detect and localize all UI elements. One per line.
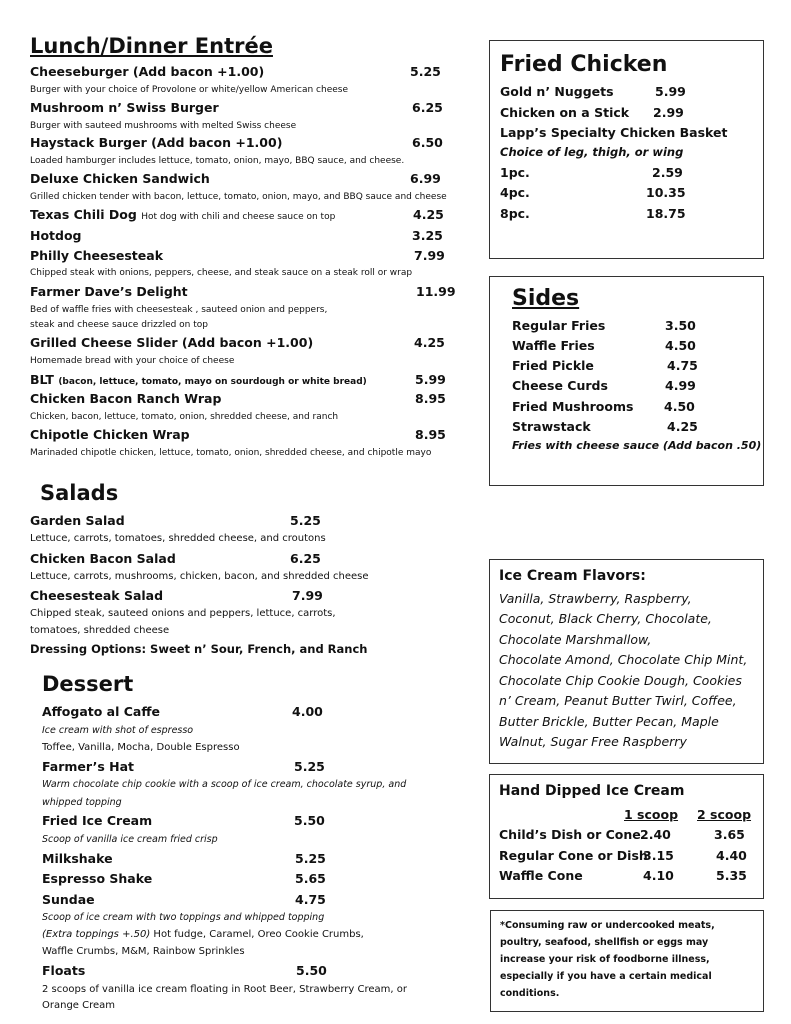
menu-item-name: Floats [42,963,86,978]
menu-item-name: Cheeseburger (Add bacon +1.00) [30,64,265,79]
menu-item-desc: Homemade bread with your choice of cheese [30,356,235,366]
menu-item-name: Deluxe Chicken Sandwich [30,171,210,186]
sides-title: Sides [512,286,580,311]
menu-item-desc: Waffle Crumbs, M&M, Rainbow Sprinkles [42,946,245,957]
menu-item-desc [42,929,364,940]
menu-item-row [30,207,335,222]
menu-item-desc: Grilled chicken tender with bacon, lettuce, tomato, onion, mayo, and BBQ sauce and cheese [30,192,447,202]
menu-item-desc: 2 scoops of vanilla ice cream floating in Root Beer, Strawberry Cream, or [42,984,407,995]
flavor-line: Coconut, Black Cherry, Chocolate, [499,611,712,626]
menu-item-price: 5.25 [295,851,326,866]
menu-item-price: 5.25 [410,64,441,79]
fried-chicken-title: Fried Chicken [500,52,668,77]
menu-item-name: Espresso Shake [42,871,153,886]
menu-item-name: Fried Mushrooms [512,399,634,414]
menu-item-desc: Toffee, Vanilla, Mocha, Double Espresso [42,742,240,753]
menu-item-name: Regular Fries [512,318,606,333]
menu-item-price: 2.99 [653,105,684,120]
menu-item-price: 5.65 [295,871,326,886]
menu-item-name: Lapp’s Specialty Chicken Basket [500,125,728,140]
menu-item-price: 6.50 [412,135,443,150]
menu-item-price: 4.25 [414,335,445,350]
salads-title: Salads [40,481,119,505]
menu-item-name: Fried Ice Cream [42,813,153,828]
warning-line: increase your risk of foodborne illness, [500,954,710,965]
warning-line: *Consuming raw or undercooked meats, [500,920,715,931]
menu-item-price: 7.99 [414,248,445,263]
menu-item-desc: Hot fudge, Caramel, Oreo Cookie Crumbs, [150,929,364,940]
sides-note-c: ) [756,439,762,452]
menu-item-price: 4.25 [413,207,444,222]
sides-note-a: Fries with cheese sauce ( [512,439,668,452]
menu-item-price: 11.99 [416,284,456,299]
menu-item-price: 8.95 [415,427,446,442]
menu-item-name: Cheese Curds [512,378,608,393]
menu-item-name: Waffle Fries [512,338,595,353]
menu-item-name: Child’s Dish or Cone [499,827,641,842]
menu-item-price: 3.65 [714,827,745,842]
menu-item-desc: Bed of waffle fries with cheesesteak , sauteed onion and peppers, [30,305,328,315]
menu-item-name: Affogato al Caffe [42,704,160,719]
menu-item-price: 7.99 [292,588,323,603]
menu-item-desc: tomatoes, shredded cheese [30,625,170,636]
menu-item-row [30,372,367,387]
menu-item-name: 1pc. [500,165,530,180]
menu-item-price: 18.75 [646,206,686,221]
col-header-2-scoop: 2 scoop [697,807,752,822]
menu-item-name: Fried Pickle [512,358,594,373]
menu-item-name: 4pc. [500,185,530,200]
menu-item-price: 10.35 [646,185,686,200]
menu-item-name: Farmer Dave’s Delight [30,284,188,299]
flavor-line: Butter Brickle, Butter Pecan, Maple [499,714,719,729]
menu-item-desc: Lettuce, carrots, mushrooms, chicken, bacon, and shredded cheese [30,571,369,582]
menu-item-desc: Marinaded chipotle chicken, lettuce, tomato, onion, shredded cheese, and chipotle mayo [30,448,432,458]
menu-item-price: 4.00 [292,704,323,719]
menu-item-price: 3.50 [665,318,696,333]
col-header-1-scoop: 1 scoop [624,807,679,822]
menu-item-price: 8.95 [415,391,446,406]
menu-item-price: 6.99 [410,171,441,186]
menu-item-price: 5.50 [296,963,327,978]
sides-note [512,439,761,452]
menu-item-price: 6.25 [290,551,321,566]
menu-item-desc: Chipped steak with onions, peppers, cheese, and steak sauce on a steak roll or wrap [30,268,413,278]
menu-item-desc: (bacon, lettuce, tomato, mayo on sourdough or white bread) [58,377,367,387]
menu-item-price: 2.59 [652,165,683,180]
menu-item-desc: Chipped steak, sauteed onions and peppers, lettuce, carrots, [30,608,336,619]
menu-item-name: Waffle Cone [499,868,583,883]
menu-item-price: 5.25 [290,513,321,528]
menu-item-desc: Ice cream with shot of espresso [42,725,194,736]
menu-item-price: 4.40 [716,848,747,863]
menu-item-name: BLT [30,372,54,387]
menu-item-desc: (Extra toppings +.50) [42,929,151,940]
menu-item-price: 4.50 [665,338,696,353]
menu-item-price: 4.75 [295,892,326,907]
dessert-title: Dessert [42,672,134,696]
menu-item-desc: Warm chocolate chip cookie with a scoop of ice cream, chocolate syrup, and [42,779,407,790]
menu-item-price: 5.50 [294,813,325,828]
menu-item-price: 4.10 [643,868,674,883]
flavor-line: Walnut, Sugar Free Raspberry [499,734,687,749]
menu-item-desc: Scoop of vanilla ice cream fried crisp [42,834,218,845]
menu-item-name: 8pc. [500,206,530,221]
menu-item-desc: Orange Cream [42,1000,116,1011]
flavor-line: Vanilla, Strawberry, Raspberry, [499,591,692,606]
menu-item-name: Mushroom n’ Swiss Burger [30,100,219,115]
menu-item-desc: Chicken, bacon, lettuce, tomato, onion, shredded cheese, and ranch [30,412,339,422]
menu-item-price: 4.75 [667,358,698,373]
menu-item-desc: Loaded hamburger includes lettuce, tomato, onion, mayo, BBQ sauce, and cheese. [30,156,405,166]
menu-item-desc: Hot dog with chili and cheese sauce on top [141,212,336,222]
menu-item-name: Farmer’s Hat [42,759,135,774]
menu-item-name: Chicken Bacon Ranch Wrap [30,391,222,406]
menu-item-price: 3.15 [643,848,674,863]
menu-item-desc: whipped topping [42,797,122,808]
menu-item-name: Chipotle Chicken Wrap [30,427,190,442]
menu-item-price: 4.50 [664,399,695,414]
warning-line: poultry, seafood, shellfish or eggs may [500,937,709,948]
menu-item-name: Grilled Cheese Slider (Add bacon +1.00) [30,335,314,350]
menu-item-name: Chicken Bacon Salad [30,551,176,566]
menu-item-price: 4.99 [665,378,696,393]
menu-item-desc: steak and cheese sauce drizzled on top [30,320,208,330]
menu-item-desc: Lettuce, carrots, tomatoes, shredded cheese, and croutons [30,533,326,544]
menu-item-name: Hotdog [30,228,82,243]
menu-item-price: 6.25 [412,100,443,115]
lunch-title: Lunch/Dinner Entrée [30,34,273,58]
menu-item-name: Gold n’ Nuggets [500,84,614,99]
menu-item-price: 4.25 [667,419,698,434]
flavor-line: Chocolate Amond, Chocolate Chip Mint, [499,652,748,667]
sides-note-b: Add bacon .50 [667,439,757,452]
ice-cream-flavors-title: Ice Cream Flavors: [499,568,646,584]
flavor-line: n’ Cream, Peanut Butter Twirl, Coffee, [499,693,737,708]
menu-item-name: Chicken on a Stick [500,105,630,120]
menu-item-price: 5.35 [716,868,747,883]
flavor-line: Chocolate Marshmallow, [499,632,652,647]
menu-item-price: 2.40 [640,827,671,842]
dressing-options: Dressing Options: Sweet n’ Sour, French, and Ranch [30,642,368,656]
menu-item-price: 3.25 [412,228,443,243]
menu-item-name: Cheesesteak Salad [30,588,164,603]
menu-item-name: Philly Cheesesteak [30,248,164,263]
menu-item-name: Strawstack [512,419,591,434]
flavor-line: Chocolate Chip Cookie Dough, Cookies [499,673,742,688]
menu-item-price: 5.99 [655,84,686,99]
choice-note: Choice of leg, thigh, or wing [500,145,684,159]
hand-dipped-title: Hand Dipped Ice Cream [499,783,685,799]
menu-item-name: Garden Salad [30,513,125,528]
menu-item-name: Regular Cone or Dish [499,848,648,863]
menu-item-name: Haystack Burger (Add bacon +1.00) [30,135,283,150]
warning-line: especially if you have a certain medical [500,971,712,982]
menu-item-desc: Burger with your choice of Provolone or white/yellow American cheese [30,85,349,95]
menu-item-name: Sundae [42,892,95,907]
warning-line: conditions. [500,988,560,999]
menu-item-desc: Scoop of ice cream with two toppings and whipped topping [42,912,325,923]
menu-item-desc: Burger with sauteed mushrooms with melted Swiss cheese [30,121,297,131]
menu-item-price: 5.25 [294,759,325,774]
menu-item-name: Milkshake [42,851,113,866]
menu-item-price: 5.99 [415,372,446,387]
menu-item-name: Texas Chili Dog [30,207,137,222]
